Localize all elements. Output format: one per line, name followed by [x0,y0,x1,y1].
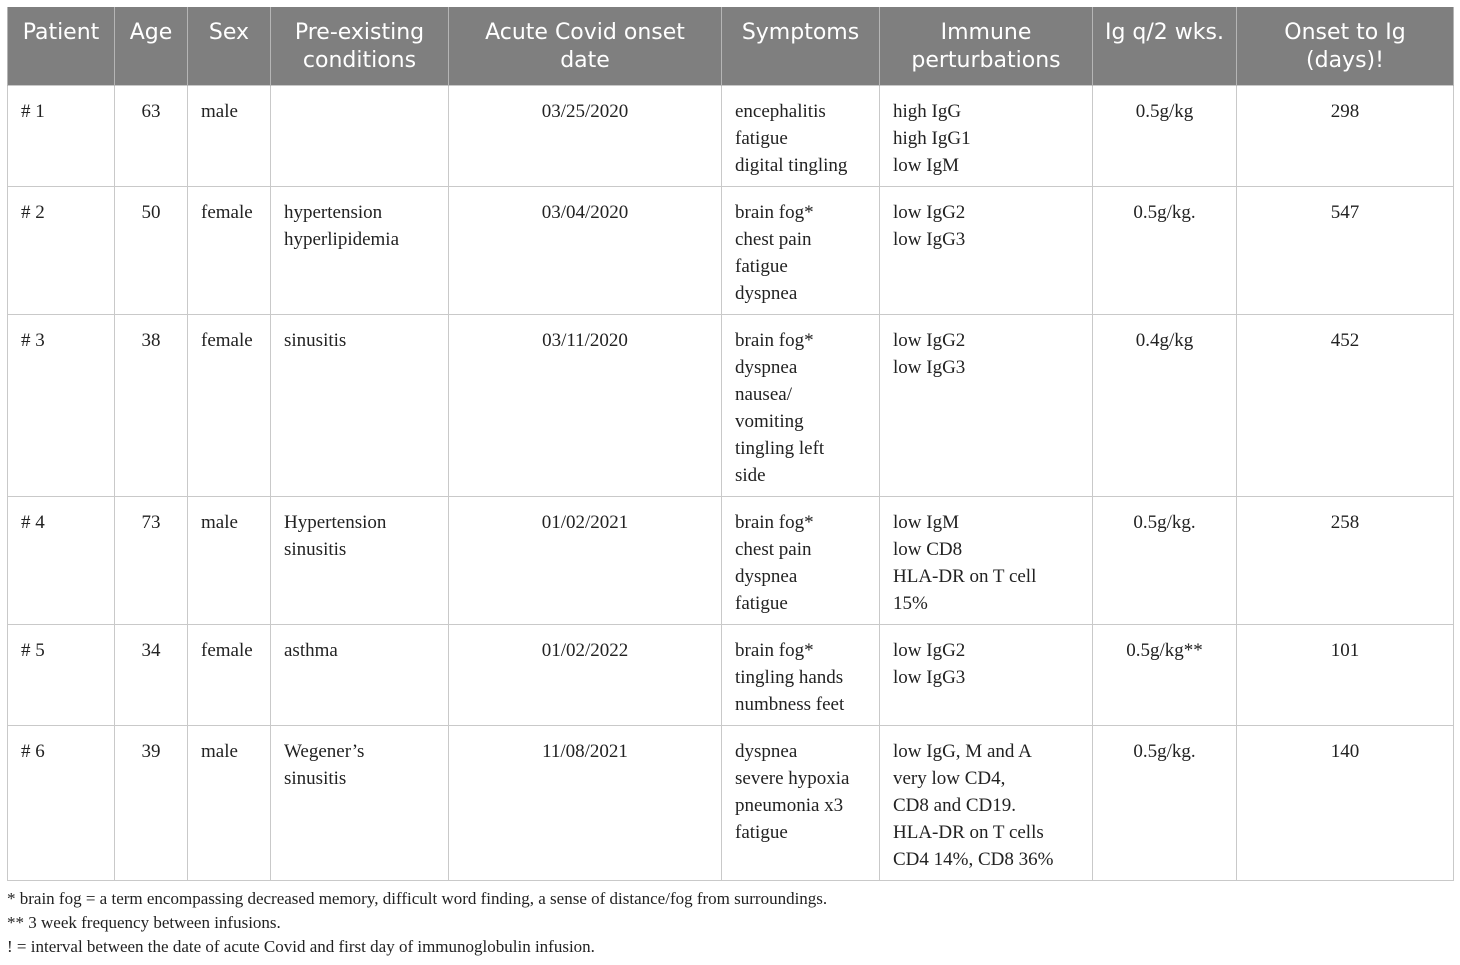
cell-immune-perturbations-line: HLA-DR on T cell [893,566,1037,587]
cell-immune-perturbations-line: 15% [893,593,928,614]
cell-age: 38 [115,315,188,497]
cell-conditions-line: hyperlipidemia [284,229,400,250]
cell-immune-perturbations [880,187,1093,315]
cell-onset-date: 03/11/2020 [449,315,722,497]
cell-patient: # 2 [8,187,115,315]
cell-immune-perturbations-line: high IgG1 [893,128,971,149]
cell-immune-perturbations-line: low CD8 [893,539,963,560]
table-body [8,86,1454,881]
cell-symptoms-line: tingling left [735,438,825,459]
cell-sex: female [188,625,271,726]
cell-immune-perturbations [880,315,1093,497]
cell-symptoms-line: brain fog* [735,512,814,533]
cell-sex: female [188,315,271,497]
cell-symptoms [722,497,880,625]
cell-ig-dose: 0.5g/kg. [1093,497,1237,625]
footnote: ** 3 week frequency between infusions. [7,913,281,932]
cell-immune-perturbations-line: HLA-DR on T cells [893,822,1044,843]
cell-symptoms [722,315,880,497]
cell-symptoms [722,726,880,881]
cell-age: 50 [115,187,188,315]
cell-symptoms [722,86,880,187]
cell-immune-perturbations-line: low IgG3 [893,667,966,688]
cell-sex: male [188,497,271,625]
cell-symptoms-line: fatigue [735,593,788,614]
cell-onset-date: 03/04/2020 [449,187,722,315]
cell-conditions-line: sinusitis [284,539,347,560]
cell-conditions-line: Hypertension [284,512,387,533]
cell-patient: # 4 [8,497,115,625]
cell-age: 63 [115,86,188,187]
cell-conditions-line: sinusitis [284,768,347,789]
table-row [8,497,1454,625]
cell-symptoms-line: tingling hands [735,667,844,688]
patient-table [7,7,1454,881]
cell-immune-perturbations [880,726,1093,881]
cell-immune-perturbations-line: very low CD4, [893,768,1006,789]
cell-conditions [271,497,449,625]
header-immune-perturbations: Immune perturbations [880,7,1093,86]
table-row [8,187,1454,315]
cell-onset-to-ig: 101 [1237,625,1454,726]
table-row [8,86,1454,187]
header-sex: Sex [188,7,271,86]
table-header-row [8,7,1454,86]
cell-immune-perturbations-line: high IgG [893,101,962,122]
cell-conditions [271,86,449,187]
cell-conditions-line: sinusitis [284,330,347,351]
cell-ig-dose: 0.5g/kg. [1093,726,1237,881]
cell-age: 73 [115,497,188,625]
cell-conditions [271,315,449,497]
cell-immune-perturbations [880,625,1093,726]
footnote: * brain fog = a term encompassing decreased memory, difficult word finding, a sense of distance/fog from surroundings. [7,889,828,908]
cell-symptoms-line: fatigue [735,822,788,843]
cell-immune-perturbations-line: low IgM [893,155,959,176]
header-acute-covid-onset-date: Acute Covid onset date [449,7,722,86]
cell-age: 39 [115,726,188,881]
cell-symptoms-line: digital tingling [735,155,848,176]
footnotes [7,887,827,959]
cell-symptoms-line: severe hypoxia [735,768,850,789]
cell-ig-dose: 0.4g/kg [1093,315,1237,497]
cell-symptoms-line: nausea/ [735,384,792,405]
cell-patient: # 5 [8,625,115,726]
cell-symptoms [722,625,880,726]
cell-sex: male [188,86,271,187]
cell-immune-perturbations-line: low IgG2 [893,640,966,661]
cell-ig-dose: 0.5g/kg. [1093,187,1237,315]
cell-immune-perturbations [880,86,1093,187]
header-onset-to-ig: Onset to Ig (days)! [1237,7,1454,86]
table-row [8,315,1454,497]
cell-immune-perturbations-line: low IgG3 [893,229,966,250]
footnote: ! = interval between the date of acute Covid and first day of immunoglobulin infusion. [7,937,595,956]
cell-immune-perturbations-line: low IgG, M and A [893,741,1032,762]
table-row [8,726,1454,881]
cell-symptoms-line: chest pain [735,539,812,560]
cell-symptoms-line: side [735,465,766,486]
cell-symptoms-line: pneumonia x3 [735,795,844,816]
cell-symptoms-line: brain fog* [735,640,814,661]
cell-onset-date: 01/02/2022 [449,625,722,726]
cell-symptoms-line: dyspnea [735,283,798,304]
cell-conditions-line: hypertension [284,202,383,223]
cell-conditions-line: Wegener’s [284,741,365,762]
cell-onset-date: 03/25/2020 [449,86,722,187]
patient-table-container [7,7,1453,881]
cell-immune-perturbations-line: low IgM [893,512,959,533]
cell-conditions-line: asthma [284,640,338,661]
cell-patient: # 1 [8,86,115,187]
cell-symptoms-line: brain fog* [735,330,814,351]
cell-symptoms-line: numbness feet [735,694,845,715]
cell-immune-perturbations-line: low IgG2 [893,202,966,223]
cell-symptoms [722,187,880,315]
cell-immune-perturbations-line: CD8 and CD19. [893,795,1016,816]
header-age: Age [115,7,188,86]
cell-symptoms-line: brain fog* [735,202,814,223]
cell-onset-to-ig: 452 [1237,315,1454,497]
cell-symptoms-line: dyspnea [735,566,798,587]
cell-immune-perturbations-line: CD4 14%, CD8 36% [893,849,1054,870]
header-ig-dose: Ig q/2 wks. [1093,7,1237,86]
cell-conditions [271,726,449,881]
header-patient: Patient [8,7,115,86]
cell-onset-to-ig: 298 [1237,86,1454,187]
cell-symptoms-line: dyspnea [735,357,798,378]
cell-patient: # 3 [8,315,115,497]
cell-sex: male [188,726,271,881]
cell-onset-date: 01/02/2021 [449,497,722,625]
cell-conditions [271,625,449,726]
cell-conditions [271,187,449,315]
cell-immune-perturbations-line: low IgG3 [893,357,966,378]
cell-patient: # 6 [8,726,115,881]
cell-symptoms-line: vomiting [735,411,804,432]
cell-symptoms-line: dyspnea [735,741,798,762]
cell-immune-perturbations-line: low IgG2 [893,330,966,351]
cell-sex: female [188,187,271,315]
cell-symptoms-line: encephalitis [735,101,826,122]
cell-onset-date: 11/08/2021 [449,726,722,881]
cell-immune-perturbations [880,497,1093,625]
cell-symptoms-line: fatigue [735,256,788,277]
table-row [8,625,1454,726]
cell-onset-to-ig: 258 [1237,497,1454,625]
header-symptoms: Symptoms [722,7,880,86]
header-pre-existing-conditions: Pre-existing conditions [271,7,449,86]
cell-onset-to-ig: 140 [1237,726,1454,881]
cell-symptoms-line: fatigue [735,128,788,149]
cell-ig-dose: 0.5g/kg [1093,86,1237,187]
cell-onset-to-ig: 547 [1237,187,1454,315]
cell-age: 34 [115,625,188,726]
cell-symptoms-line: chest pain [735,229,812,250]
cell-ig-dose: 0.5g/kg** [1093,625,1237,726]
